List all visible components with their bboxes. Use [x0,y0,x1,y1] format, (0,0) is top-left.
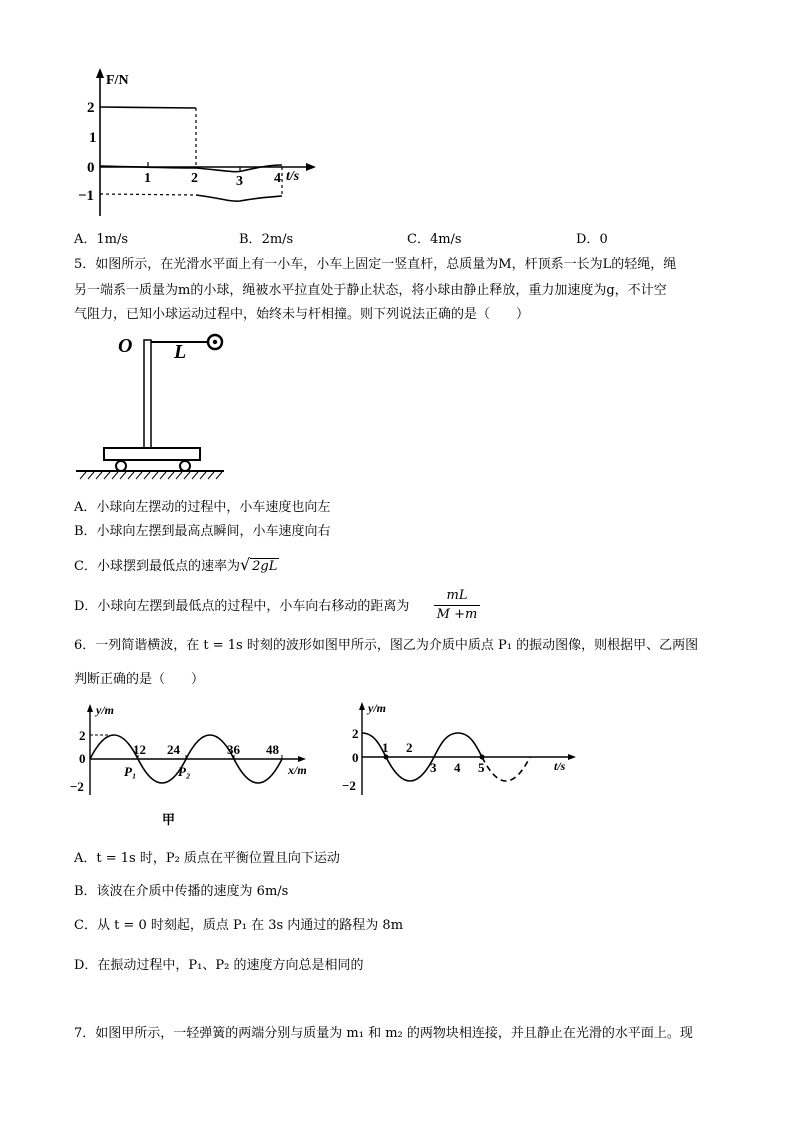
q6-stem-line: 判断正确的是（ ） [74,672,205,687]
q6a-x-tick: 36 [227,742,240,757]
q5-option-d-fraction [434,587,480,624]
q6-option-c: C．从 t = 0 时刻起，质点 P₁ 在 3s 内通过的路程为 8m [74,918,404,933]
q6a-y-tick: 2 [79,728,86,743]
q4-x-tick: 1 [144,171,151,186]
q6b-y-tick: −2 [342,778,356,793]
q6a-x-tick: 24 [167,742,180,757]
q5-cart-pendulum-figure [74,328,234,480]
q5-label-l: L [174,341,187,363]
q6b-x-tick: 4 [454,760,461,775]
q4-y-tick: 2 [87,100,95,116]
q6b-dashed-continuation [482,757,530,781]
q6a-x-tick: 48 [266,742,279,757]
q6a-y-label: y/m [96,703,114,717]
q5-cart-body [104,448,200,460]
q5-cart-wheel [180,461,190,471]
q6a-x-label: x/m [288,763,307,777]
q4-force-time-graph [70,64,330,224]
q5-cart-wheel [116,461,126,471]
q4-y-tick: −1 [78,188,95,204]
q6b-x-tick: 3 [430,760,437,775]
q4-x-tick: 2 [191,171,198,186]
q6b-y-tick: 2 [352,726,359,741]
q4-option-c: C．4m/s [407,232,462,247]
q6b-x-tick: 1 [382,740,389,755]
q4-x-tick: 4 [274,171,281,186]
q4-x-tick: 3 [236,174,243,189]
q4-x-axis-label: t/s [286,169,300,184]
q5-pole [144,340,151,450]
q4-dashed-minus-one [100,194,196,195]
q4-y-axis-label: F/N [106,73,129,88]
q6b-x-tick: 5 [478,760,485,775]
q5-fraction-denominator: M +m [434,605,480,624]
q6a-y-tick: 0 [79,751,86,766]
q6a-x-tick: 12 [133,742,146,757]
q6a-point-p1: P₁ [124,764,137,779]
q5-label-o: O [118,335,133,357]
q6b-y-label: y/m [368,701,386,715]
q5-ground-hatching [80,472,222,479]
q6-option-b: B．该波在介质中传播的速度为 6m/s [74,884,289,899]
q4-x-axis-arrow [306,163,316,171]
q7-stem-line: 7．如图甲所示，一轻弹簧的两端分别与质量为 m₁ 和 m₂ 的两物块相连接，并且静止在光滑的水平面上。现 [74,1026,693,1041]
q5-stem-line: 5．如图所示，在光滑水平面上有一小车，小车上固定一竖直杆，总质量为M，杆顶系一长为L的轻绳，绳 [74,257,677,272]
q4-option-d: D．0 [576,232,608,247]
q5-option-c: C．小球摆到最低点的速率为√ 2gL [74,555,278,574]
q4-y-tick: 1 [89,130,97,146]
q5-option-d: D．小球向左摆到最低点的过程中，小车向右移动的距离为 [74,599,410,614]
q4-option-a: A．1m/s [74,232,129,247]
q4-force-segment-high [100,107,196,108]
q6-vibration-graph-yi [340,700,580,800]
q4-y-axis-arrow [96,68,104,78]
q5-stem-line: 另一端系一质量为m的小球，绳被水平拉直处于静止状态，将小球由静止释放，重力加速度为g，不计空 [74,283,667,298]
q5-sqrt-argument: 2gL [252,559,278,574]
q5-option-a: A．小球向左摆动的过程中，小车速度也向左 [74,500,331,515]
q6-option-d: D．在振动过程中，P₁、P₂ 的速度方向总是相同的 [74,958,364,973]
q6-option-a: A．t = 1s 时，P₂ 质点在平衡位置且向下运动 [74,851,340,866]
q6b-y-tick: 0 [352,750,359,765]
q6-stem-line: 6．一列简谐横波，在 t = 1s 时刻的波形如图甲所示，图乙为介质中质点 P₁ 的振动图像，则根据甲、乙两图 [74,638,699,653]
q6-wave-graph-jia [70,700,320,830]
q4-y-tick: 0 [87,160,95,176]
q5-option-b: B．小球向左摆到最高点瞬间，小车速度向右 [74,524,331,539]
q6a-y-tick: −2 [70,779,84,794]
q5-stem-line: 气阻力，已知小球运动过程中，始终未与杆相撞。则下列说法正确的是（ ） [74,307,530,322]
q4-force-segment-low [196,195,282,201]
q6a-point-p2: P₂ [178,764,191,779]
q6a-caption: 甲 [162,812,176,827]
q4-option-b: B．2m/s [239,232,294,247]
q5-fraction-numerator: mL [446,588,468,603]
q6b-x-tick: 2 [406,740,413,755]
q6b-x-label: t/s [554,759,566,773]
